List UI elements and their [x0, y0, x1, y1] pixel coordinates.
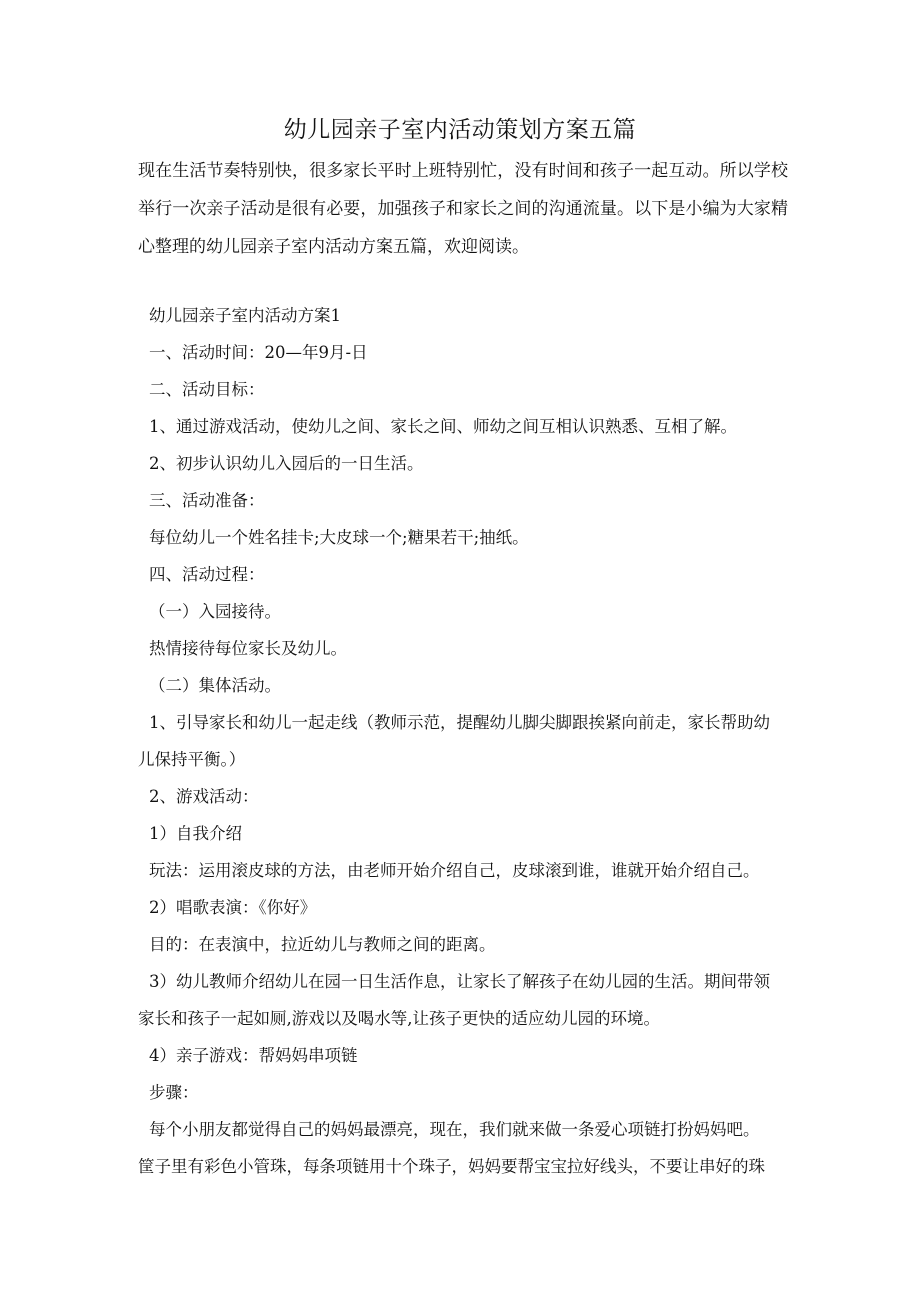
paragraph-line: 1、引导家长和幼儿一起走线（教师示范，提醒幼儿脚尖脚跟挨紧向前走，家长帮助幼 [149, 713, 770, 732]
paragraph-line: 二、活动目标： [149, 380, 265, 399]
paragraph-line: 1）自我介绍 [149, 824, 242, 843]
paragraph-line: 玩法：运用滚皮球的方法，由老师开始介绍自己，皮球滚到谁，谁就开始介绍自己。 [149, 861, 760, 880]
paragraph-line: 三、活动准备： [149, 491, 265, 510]
paragraph-line: 热情接待每位家长及幼儿。 [149, 639, 347, 658]
paragraph-line: 每个小朋友都觉得自己的妈妈最漂亮，现在，我们就来做一条爱心项链打扮妈妈吧。 [149, 1120, 760, 1139]
paragraph-line: 四、活动过程： [149, 565, 265, 584]
paragraph-line: 家长和孩子一起如厕,游戏以及喝水等,让孩子更快的适应幼儿园的环境。 [138, 1009, 660, 1028]
paragraph-line: 2、初步认识幼儿入园后的一日生活。 [149, 454, 424, 473]
paragraph-line: 2）唱歌表演：《你好》 [149, 898, 317, 917]
section-heading: 幼儿园亲子室内活动方案1 [149, 306, 341, 325]
paragraph-line: 3）幼儿教师介绍幼儿在园一日生活作息，让家长了解孩子在幼儿园的生活。期间带领 [149, 972, 770, 991]
paragraph-line: 儿保持平衡。） [138, 750, 246, 769]
paragraph-line: 4）亲子游戏：帮妈妈串项链 [149, 1046, 358, 1065]
document-body [138, 297, 788, 1185]
paragraph-line: 筐子里有彩色小管珠，每条项链用十个珠子，妈妈要帮宝宝拉好线头，不要让串好的珠 [138, 1157, 765, 1176]
paragraph-line: 一、活动时间：20—年9月-日 [149, 343, 368, 362]
paragraph-line: （二）集体活动。 [149, 676, 281, 695]
paragraph-line: 2、游戏活动： [149, 787, 259, 806]
paragraph-line: 1、通过游戏活动，使幼儿之间、家长之间、师幼之间互相认识熟悉、互相了解。 [149, 417, 737, 436]
paragraph-line: （一）入园接待。 [149, 602, 281, 621]
document-title: 幼儿园亲子室内活动策划方案五篇 [283, 117, 637, 143]
intro-paragraph: 现在生活节奏特别快，很多家长平时上班特别忙，没有时间和孩子一起互动。所以学校举行一次亲子活动是很有必要，加强孩子和家长之间的沟通流量。以下是小编为大家精心整理的幼儿园亲子室内活动方案五篇，欢迎阅读。 [138, 161, 788, 257]
paragraph-line: 每位幼儿一个姓名挂卡;大皮球一个;糖果若干;抽纸。 [149, 528, 529, 547]
paragraph-line: 目的：在表演中，拉近幼儿与教师之间的距离。 [149, 935, 496, 954]
paragraph-line: 步骤： [149, 1083, 199, 1102]
